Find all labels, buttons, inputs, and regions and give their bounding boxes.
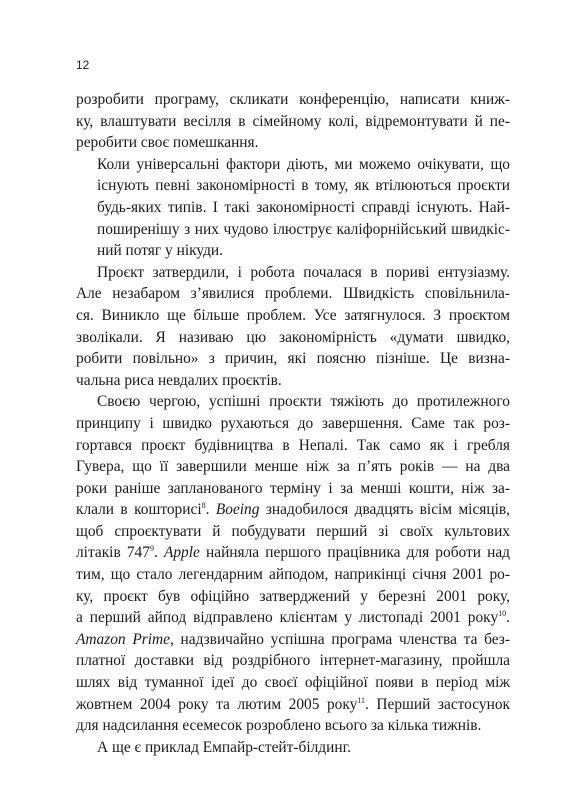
text-fragment: , надзвичайно успішна програма членства та без- — [169, 630, 510, 648]
footnote-ref: 10 — [498, 609, 507, 619]
paragraph-2 — [76, 154, 510, 262]
text-line: платної доставки від роздрібного інтернет-магазину, пройшла — [76, 652, 510, 670]
text-line — [76, 542, 510, 564]
text-fragment: . Перший застосунок — [365, 695, 510, 713]
text-line — [76, 607, 510, 629]
text-line: Коли універсальні фактори діють, ми можемо очікувати, що — [97, 155, 510, 173]
text-line — [76, 629, 510, 651]
paragraph-4 — [76, 391, 510, 737]
footnote-ref: 11 — [357, 695, 366, 705]
page-number: 12 — [76, 58, 90, 72]
text-line: Своєю чергою, успішні проєкти тяжіють до протилежного — [97, 393, 510, 411]
text-line: роки раніше запланованого терміну і за менші кошти, ніж за- — [76, 479, 510, 497]
text-fragment: . — [205, 501, 216, 519]
company-name: Apple — [163, 544, 200, 562]
text-line: реробити своє помешкання. — [76, 134, 259, 152]
text-line: зволікали. Я називаю цю закономірність «думати швидко, — [76, 328, 510, 346]
text-fragment: . — [153, 544, 164, 562]
text-line: тим, що стало легендарним айподом, наприкінці січня 2001 ро- — [76, 566, 510, 584]
body-text — [76, 89, 510, 758]
text-line: ку, влаштувати весілля в сімейному колі, відремонтувати й пе- — [76, 112, 510, 130]
footnote-ref: 9 — [149, 544, 154, 554]
text-line: гортався проєкт будівництва в Непалі. Так само як і гребля — [76, 436, 510, 454]
footnote-ref: 8 — [201, 501, 206, 511]
text-line: принципу і швидко рухаються до завершення. Саме так роз- — [76, 414, 510, 432]
paragraph-3 — [76, 262, 510, 392]
text-line: поширенішу з них чудово ілюструє каліфорнійський швидкіс- — [97, 220, 510, 238]
text-fragment: літаків 747 — [76, 544, 150, 562]
text-line: будь-яких типів. І такі закономірності справді існують. Най- — [97, 198, 510, 216]
text-fragment: а перший айпод відправлено клієнтам у листопаді 2001 року — [76, 609, 499, 627]
text-line: Гувера, що її завершили менше ніж за п’ять років — на два — [76, 458, 510, 476]
text-line: робити повільно» з причин, які поясню пізніше. Це визна- — [76, 350, 510, 368]
text-line: розробити програму, скликати конференцію, написати книж- — [76, 91, 510, 108]
text-line: для надсилання есемесок розроблено всього за кілька тижнів. — [76, 717, 482, 735]
text-line: чальна риса невдалих проєктів. — [76, 371, 282, 389]
paragraph-5 — [76, 737, 510, 759]
text-line: щоб спроєктувати й побудувати перший зі своїх культових — [76, 522, 510, 540]
text-line: Проєкт затвердили, і робота почалася в пориві ентузіазму. — [97, 263, 510, 281]
text-line: А ще є приклад Емпайр-стейт-білдинг. — [97, 738, 352, 756]
text-line: ку, проєкт був офіційно затверджений у березні 2001 року, — [76, 587, 510, 605]
paragraph-1 — [76, 89, 510, 154]
text-line: Але незабаром з’явилися проблеми. Швидкість сповільнила- — [76, 285, 510, 303]
company-name: Boeing — [215, 501, 260, 519]
company-name: Amazon Prime — [76, 630, 170, 648]
text-fragment: . — [506, 609, 510, 627]
text-fragment: клали в кошторисі — [76, 501, 202, 519]
text-line: існують певні закономірності в тому, як втілюються проєкти — [97, 177, 510, 195]
text-fragment: жовтнем 2004 року та лютим 2005 року — [76, 695, 358, 713]
text-fragment: знадобилося двадцять вісім місяців, — [259, 501, 510, 519]
text-line — [76, 694, 510, 716]
text-line: ний потяг у нікуди. — [97, 242, 224, 260]
text-line: ся. Виникло ще більше проблем. Усе затягнулося. З проєктом — [76, 306, 510, 324]
text-line: шлях від туманної ідеї до своєї офіційної появи в період між — [76, 674, 510, 692]
text-fragment: найняла першого працівника для роботи над — [199, 544, 511, 562]
text-line — [76, 499, 510, 521]
